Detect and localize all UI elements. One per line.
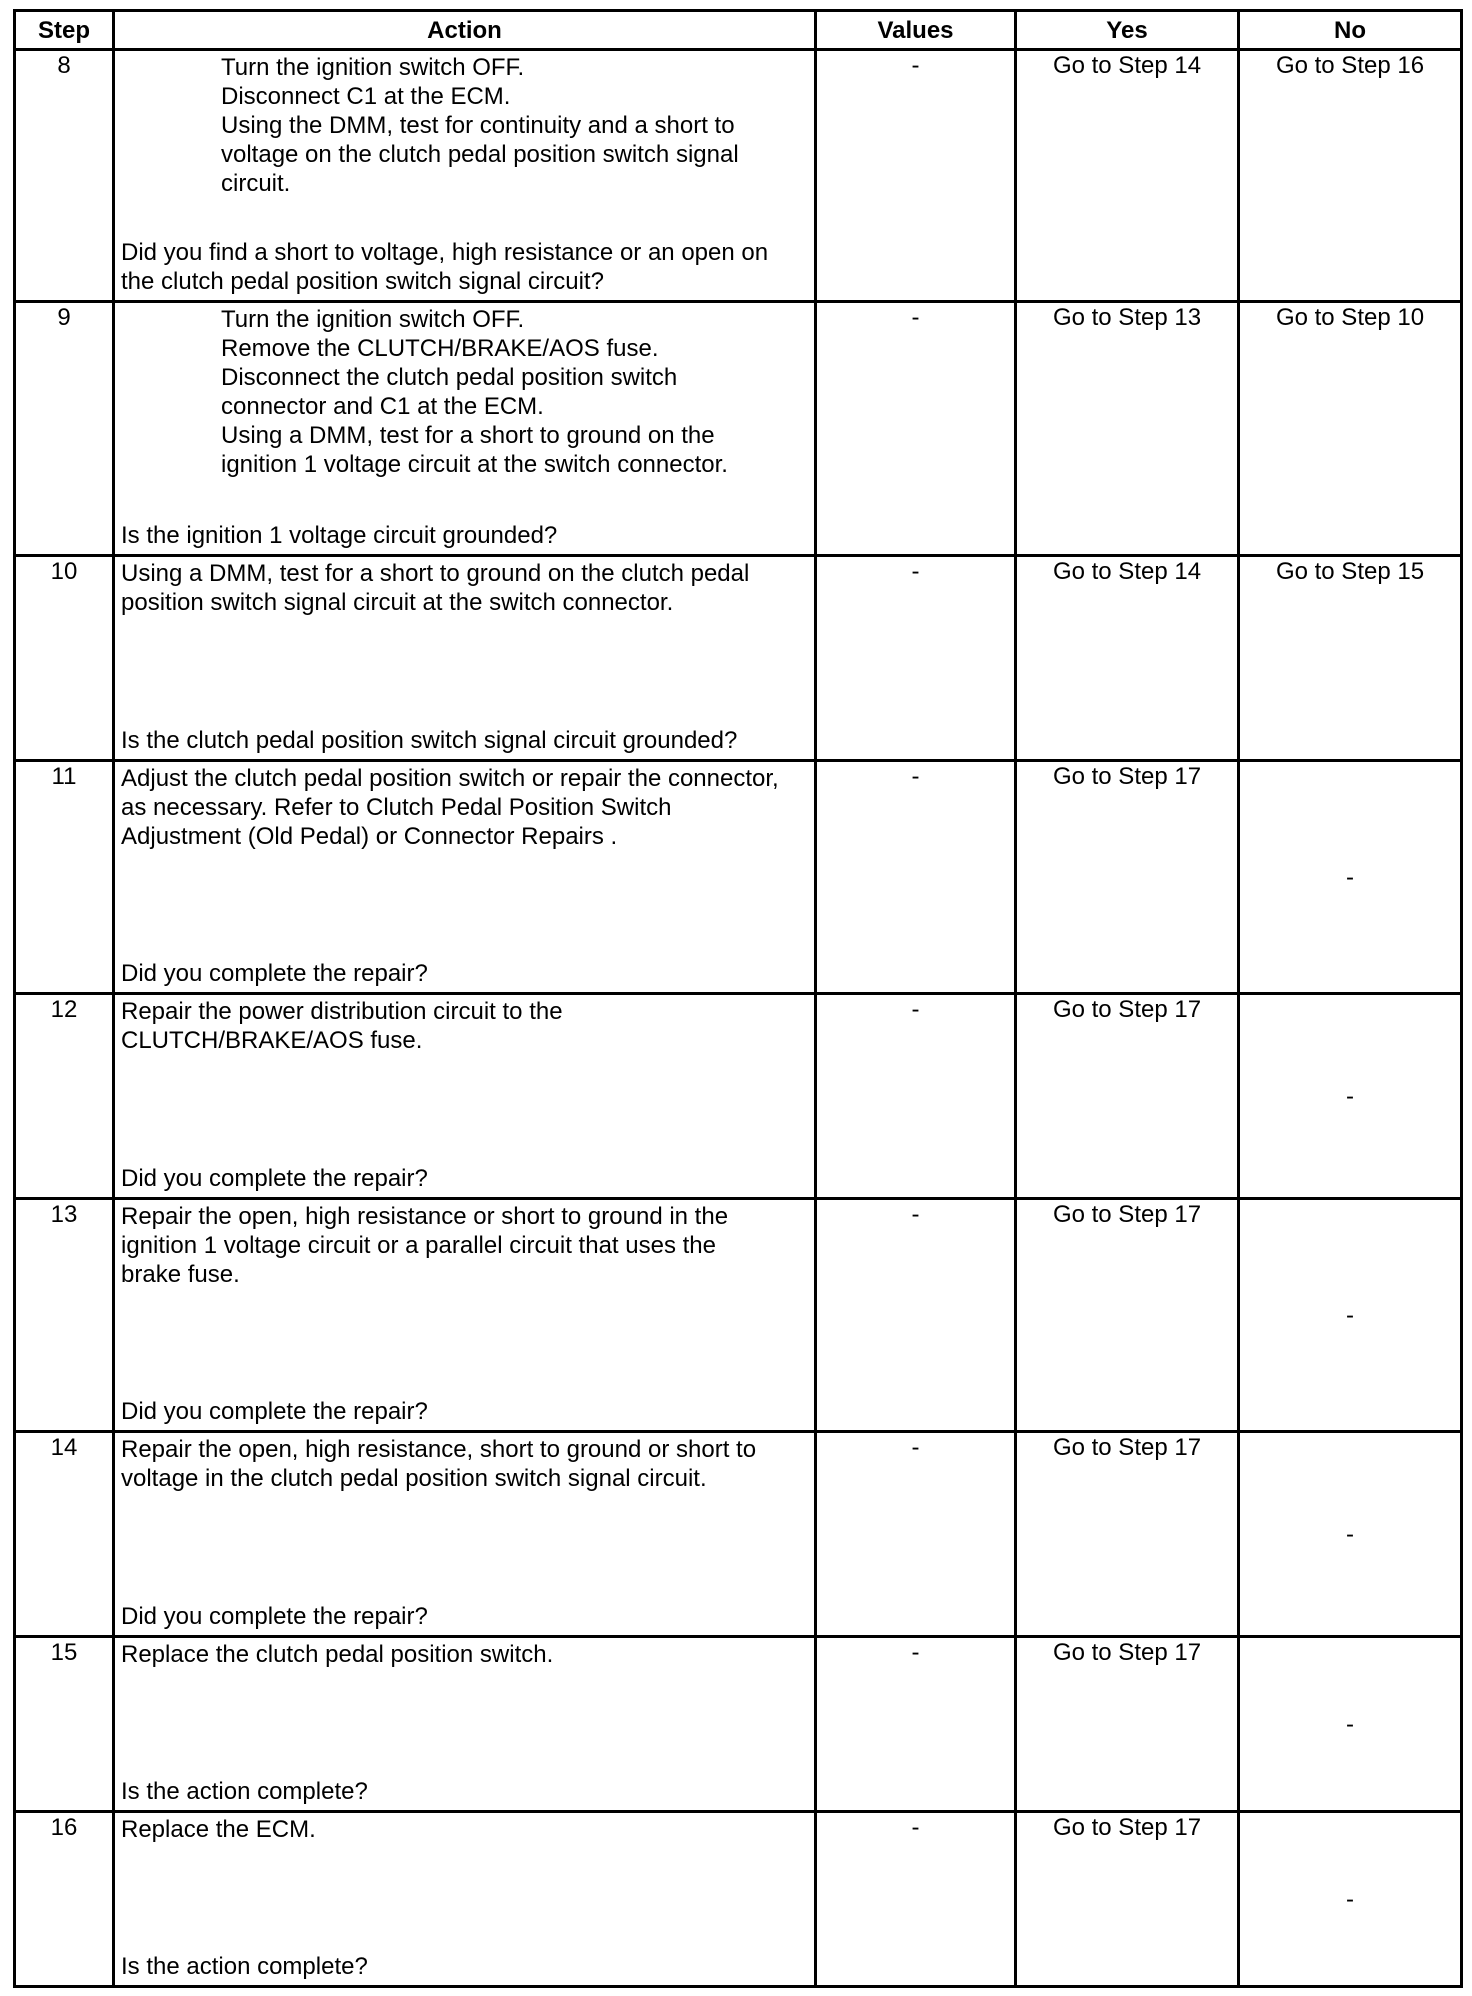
instruction-line: ignition 1 voltage circuit at the switch connector. bbox=[221, 451, 728, 478]
instruction-line: Repair the power distribution circuit to the bbox=[121, 998, 563, 1025]
action-instructions bbox=[121, 1640, 808, 1669]
action-question bbox=[121, 521, 808, 550]
action-cell bbox=[114, 1637, 816, 1812]
action-cell bbox=[114, 994, 816, 1199]
action-content bbox=[115, 557, 814, 759]
step-number: 16 bbox=[15, 1812, 114, 1987]
instruction-line: position switch signal circuit at the switch connector. bbox=[121, 589, 674, 616]
instruction-line: Using a DMM, test for a short to ground on the bbox=[221, 422, 715, 449]
action-content bbox=[115, 1638, 814, 1810]
values-cell: - bbox=[816, 1812, 1016, 1987]
no-cell: - bbox=[1239, 1812, 1462, 1987]
action-instructions bbox=[121, 305, 808, 479]
table-row bbox=[15, 302, 1462, 556]
instruction-line: Adjust the clutch pedal position switch or repair the connector, bbox=[121, 765, 779, 792]
table-row bbox=[15, 1812, 1462, 1987]
question-line: Did you find a short to voltage, high resistance or an open on bbox=[121, 239, 769, 266]
action-question bbox=[121, 1777, 808, 1806]
table-row bbox=[15, 1199, 1462, 1432]
no-cell: - bbox=[1239, 1432, 1462, 1637]
action-content bbox=[115, 1200, 814, 1430]
action-question bbox=[121, 238, 808, 296]
action-instructions bbox=[121, 1202, 808, 1289]
values-cell: - bbox=[816, 761, 1016, 994]
action-question bbox=[121, 726, 808, 755]
action-instructions bbox=[121, 1815, 808, 1844]
yes-cell: Go to Step 17 bbox=[1016, 994, 1239, 1199]
table-row bbox=[15, 50, 1462, 302]
action-instructions bbox=[121, 764, 808, 851]
step-number: 10 bbox=[15, 556, 114, 761]
yes-cell: Go to Step 14 bbox=[1016, 50, 1239, 302]
step-number: 14 bbox=[15, 1432, 114, 1637]
question-line: Did you complete the repair? bbox=[121, 960, 428, 987]
header-row bbox=[15, 11, 1462, 50]
values-cell: - bbox=[816, 1637, 1016, 1812]
action-content bbox=[115, 303, 814, 554]
header-step: Step bbox=[15, 11, 114, 50]
values-cell: - bbox=[816, 302, 1016, 556]
instruction-line: connector and C1 at the ECM. bbox=[221, 393, 544, 420]
instruction-line: Using the DMM, test for continuity and a short to bbox=[221, 112, 735, 139]
yes-cell: Go to Step 17 bbox=[1016, 1637, 1239, 1812]
instruction-line: Replace the ECM. bbox=[121, 1816, 316, 1843]
table-row bbox=[15, 1637, 1462, 1812]
table-row bbox=[15, 761, 1462, 994]
action-content bbox=[115, 762, 814, 992]
no-cell: Go to Step 16 bbox=[1239, 50, 1462, 302]
question-line: Did you complete the repair? bbox=[121, 1398, 428, 1425]
action-content bbox=[115, 1813, 814, 1985]
action-cell bbox=[114, 556, 816, 761]
instruction-line: Turn the ignition switch OFF. bbox=[221, 54, 525, 81]
yes-cell: Go to Step 17 bbox=[1016, 1432, 1239, 1637]
yes-cell: Go to Step 17 bbox=[1016, 1199, 1239, 1432]
action-instructions bbox=[121, 559, 808, 617]
question-line: Is the clutch pedal position switch signal circuit grounded? bbox=[121, 727, 738, 754]
values-cell: - bbox=[816, 1199, 1016, 1432]
yes-cell: Go to Step 14 bbox=[1016, 556, 1239, 761]
instruction-line: brake fuse. bbox=[121, 1261, 240, 1288]
instruction-line: voltage on the clutch pedal position switch signal bbox=[221, 141, 739, 168]
instruction-line: circuit. bbox=[221, 170, 291, 197]
action-content bbox=[115, 51, 814, 300]
yes-cell: Go to Step 17 bbox=[1016, 1812, 1239, 1987]
question-line: Did you complete the repair? bbox=[121, 1165, 428, 1192]
action-question bbox=[121, 1397, 808, 1426]
no-cell: - bbox=[1239, 1199, 1462, 1432]
action-cell bbox=[114, 1432, 816, 1637]
diagnostic-table bbox=[13, 9, 1463, 1988]
instruction-line: CLUTCH/BRAKE/AOS fuse. bbox=[121, 1027, 423, 1054]
values-cell: - bbox=[816, 1432, 1016, 1637]
step-number: 13 bbox=[15, 1199, 114, 1432]
header-values: Values bbox=[816, 11, 1016, 50]
action-question bbox=[121, 959, 808, 988]
header-no: No bbox=[1239, 11, 1462, 50]
values-cell: - bbox=[816, 994, 1016, 1199]
action-instructions bbox=[121, 1435, 808, 1493]
table-row bbox=[15, 556, 1462, 761]
table-row bbox=[15, 1432, 1462, 1637]
no-cell: Go to Step 10 bbox=[1239, 302, 1462, 556]
header-action: Action bbox=[114, 11, 816, 50]
no-cell: Go to Step 15 bbox=[1239, 556, 1462, 761]
step-number: 8 bbox=[15, 50, 114, 302]
question-line: the clutch pedal position switch signal circuit? bbox=[121, 268, 604, 295]
action-instructions bbox=[121, 997, 808, 1055]
values-cell: - bbox=[816, 50, 1016, 302]
action-cell bbox=[114, 50, 816, 302]
action-content bbox=[115, 995, 814, 1197]
instruction-line: Disconnect C1 at the ECM. bbox=[221, 83, 511, 110]
instruction-line: Turn the ignition switch OFF. bbox=[221, 306, 525, 333]
values-cell: - bbox=[816, 556, 1016, 761]
action-question bbox=[121, 1602, 808, 1631]
action-instructions bbox=[121, 53, 808, 198]
instruction-line: Repair the open, high resistance or short to ground in the bbox=[121, 1203, 729, 1230]
instruction-line: Adjustment (Old Pedal) or Connector Repairs . bbox=[121, 823, 618, 850]
question-line: Is the ignition 1 voltage circuit grounded? bbox=[121, 522, 558, 549]
table-row bbox=[15, 994, 1462, 1199]
question-line: Is the action complete? bbox=[121, 1953, 368, 1980]
step-number: 12 bbox=[15, 994, 114, 1199]
instruction-line: as necessary. Refer to Clutch Pedal Position Switch bbox=[121, 794, 672, 821]
action-question bbox=[121, 1952, 808, 1981]
action-cell bbox=[114, 302, 816, 556]
instruction-line: Using a DMM, test for a short to ground on the clutch pedal bbox=[121, 560, 750, 587]
question-line: Did you complete the repair? bbox=[121, 1603, 428, 1630]
action-cell bbox=[114, 1812, 816, 1987]
action-question bbox=[121, 1164, 808, 1193]
action-content bbox=[115, 1433, 814, 1635]
action-cell bbox=[114, 761, 816, 994]
step-number: 11 bbox=[15, 761, 114, 994]
action-cell bbox=[114, 1199, 816, 1432]
no-cell: - bbox=[1239, 1637, 1462, 1812]
instruction-line: Repair the open, high resistance, short to ground or short to bbox=[121, 1436, 757, 1463]
instruction-line: voltage in the clutch pedal position switch signal circuit. bbox=[121, 1465, 707, 1492]
instruction-line: Replace the clutch pedal position switch. bbox=[121, 1641, 554, 1668]
question-line: Is the action complete? bbox=[121, 1778, 368, 1805]
header-yes: Yes bbox=[1016, 11, 1239, 50]
step-number: 15 bbox=[15, 1637, 114, 1812]
yes-cell: Go to Step 13 bbox=[1016, 302, 1239, 556]
instruction-line: Disconnect the clutch pedal position switch bbox=[221, 364, 678, 391]
instruction-line: ignition 1 voltage circuit or a parallel circuit that uses the bbox=[121, 1232, 716, 1259]
instruction-line: Remove the CLUTCH/BRAKE/AOS fuse. bbox=[221, 335, 659, 362]
no-cell: - bbox=[1239, 761, 1462, 994]
yes-cell: Go to Step 17 bbox=[1016, 761, 1239, 994]
no-cell: - bbox=[1239, 994, 1462, 1199]
step-number: 9 bbox=[15, 302, 114, 556]
